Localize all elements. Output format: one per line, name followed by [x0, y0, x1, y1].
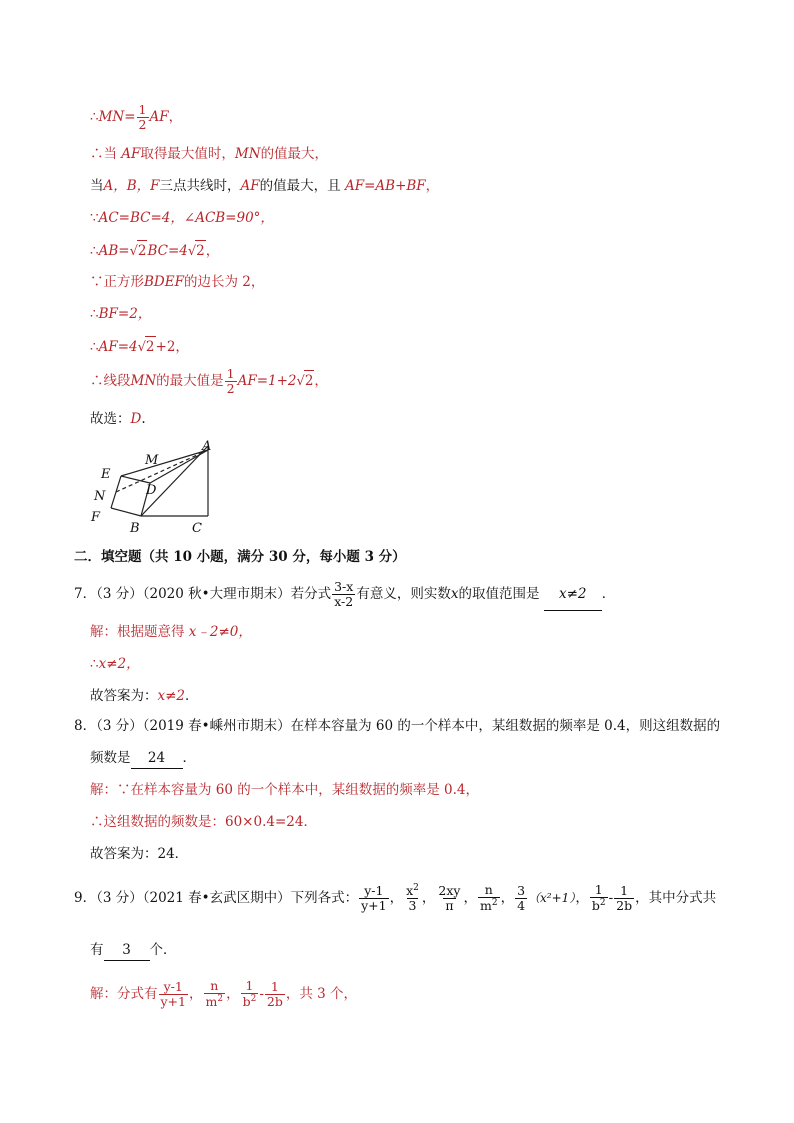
- punct: ，: [168, 109, 183, 125]
- text: 故答案为：: [90, 688, 158, 704]
- frac-den: 3: [408, 898, 417, 914]
- q9-line-2: [90, 940, 177, 961]
- solution-line-5: [90, 240, 219, 262]
- punct: ．: [185, 688, 199, 704]
- condition: AC=BC=4，∠ACB=90°，: [98, 210, 274, 226]
- frac-den: b: [242, 994, 251, 1010]
- text: AB=: [98, 243, 130, 259]
- frac-den: b: [591, 898, 600, 914]
- fraction-5: [515, 885, 527, 912]
- frac-den: y+1: [361, 897, 387, 913]
- minus: -: [608, 890, 614, 906]
- solution-line-6: [90, 272, 264, 292]
- q8-solution-2: ∴这组数据的频数是：60×0.4=24．: [90, 814, 317, 830]
- punct: ，: [425, 178, 440, 194]
- fraction-6: [241, 980, 259, 1008]
- text: 的最大值是: [156, 373, 224, 389]
- text: ∵正方形: [90, 274, 144, 290]
- score: （3 分）: [96, 586, 143, 602]
- q8-line-1: [74, 716, 720, 736]
- text: AF=4: [98, 339, 138, 355]
- label-e: E: [101, 467, 111, 482]
- therefore-symbol: ∴: [90, 339, 99, 355]
- label-c: C: [192, 521, 202, 536]
- label-n: N: [94, 489, 106, 504]
- solution-line-2: [90, 144, 328, 164]
- q8-solution-1: 解：∵在样本容量为 60 的一个样本中，某组数据的频率是 0.4，: [90, 782, 480, 798]
- text: ，其中分式共: [635, 890, 717, 906]
- frac-den: 2b: [616, 897, 633, 913]
- segment-fb: [111, 508, 141, 516]
- source: （2019 春•嵊州市期末）: [142, 718, 291, 734]
- solution-line-1: [90, 104, 182, 131]
- q8-solution-3: 故答案为：24．: [90, 846, 189, 862]
- text: 三点共线时，: [159, 178, 241, 194]
- frac-num: y-1: [364, 883, 384, 898]
- text: ，共 3 个，: [285, 986, 358, 1002]
- solution-line-10: [90, 409, 146, 429]
- punct: ，: [226, 986, 240, 1002]
- question-number: 8．: [74, 718, 97, 734]
- segment-da: [150, 450, 208, 483]
- text: 的取值范围是: [458, 586, 540, 602]
- frac-num: 3-x: [334, 579, 354, 594]
- sqrt-sign: √: [296, 374, 305, 389]
- fraction-7: [265, 981, 285, 1008]
- text: x≠2，: [98, 656, 140, 672]
- text: ∴线段: [90, 373, 131, 389]
- question-number: 9．: [74, 890, 97, 906]
- answer-blank: x≠2: [544, 578, 602, 611]
- frac-den: 2: [226, 380, 235, 396]
- punct: ，: [314, 373, 328, 389]
- frac-num: 1: [270, 979, 279, 994]
- solution-line-4: [90, 208, 274, 228]
- label-a: A: [202, 439, 212, 454]
- frac-num: n: [484, 882, 493, 898]
- frac-den: m: [479, 898, 492, 914]
- text: 的值最大，: [260, 146, 329, 162]
- punct: .: [141, 411, 146, 427]
- fraction-1: [359, 885, 389, 912]
- punct: ，: [205, 243, 220, 259]
- answer: x≠2: [157, 688, 186, 704]
- exponent: 2: [217, 993, 224, 1004]
- frac-den: 2: [138, 116, 147, 132]
- fraction-half: [225, 368, 237, 395]
- fraction: [332, 581, 355, 608]
- text: BF=2，: [98, 306, 152, 322]
- solution-line-9: [90, 368, 328, 395]
- fraction-6: [590, 884, 608, 912]
- question-number: 7．: [74, 586, 97, 602]
- var-af: AF: [240, 178, 260, 194]
- eq: =: [124, 109, 136, 125]
- var-mn: MN: [98, 109, 125, 125]
- fraction-4: [478, 884, 500, 912]
- punct: ．: [182, 750, 196, 766]
- therefore-symbol: ∴: [90, 109, 99, 125]
- solution-line-7: [90, 304, 151, 324]
- answer-blank: 3: [104, 940, 150, 961]
- frac-den: x-2: [334, 593, 354, 609]
- fraction-3: [436, 885, 462, 912]
- answer: D: [130, 411, 142, 427]
- frac-num: y-1: [163, 979, 183, 994]
- text: 解：根据题意得: [90, 624, 185, 640]
- q7-solution-2: [90, 654, 140, 674]
- var-mn: MN: [234, 146, 261, 162]
- source: （2021 春•玄武区期中）: [142, 890, 291, 906]
- text: AF=1+2: [237, 373, 297, 389]
- frac-num: 1: [620, 883, 629, 898]
- text: x﹣2≠0，: [188, 624, 252, 640]
- text: 取得最大值时，: [140, 146, 235, 162]
- frac-num: n: [210, 978, 219, 994]
- solution-line-8: [90, 336, 189, 358]
- fraction-1: [159, 981, 189, 1008]
- var-mn: MN: [130, 373, 157, 389]
- text: （x²+1）: [528, 891, 576, 905]
- answer-blank: 24: [131, 748, 183, 769]
- text: 个．: [149, 942, 177, 958]
- var-af: AF: [121, 146, 141, 162]
- text: 有: [90, 942, 104, 958]
- sqrt-sign: √: [137, 340, 146, 355]
- frac-den: y+1: [160, 993, 186, 1009]
- score: （3 分）: [96, 890, 143, 906]
- text: 若分式: [290, 586, 332, 602]
- q7-line: [74, 578, 615, 611]
- q7-solution-1: [90, 622, 252, 642]
- source: （2020 秋•大理市期末）: [142, 586, 291, 602]
- punct: ，: [575, 890, 589, 906]
- square-name: BDEF: [144, 274, 184, 290]
- minus: -: [259, 986, 264, 1002]
- frac-num: 1: [138, 102, 147, 117]
- segment-nm-dashed: [116, 450, 208, 492]
- frac-den: 2b: [266, 993, 283, 1009]
- sqrt-value: 2: [195, 240, 206, 261]
- exponent: 2: [491, 897, 498, 908]
- q9-solution: [90, 974, 357, 1014]
- sqrt-value: 2: [145, 336, 156, 357]
- text: 解：分式有: [90, 986, 158, 1002]
- text: 下列各式：: [290, 890, 359, 906]
- frac-den: π: [445, 897, 454, 913]
- segment-ea: [121, 450, 208, 476]
- sqrt-value: 2: [304, 370, 315, 391]
- sqrt-value: 2: [137, 240, 148, 261]
- equation: AF=AB+BF: [344, 178, 426, 194]
- punct: ，: [500, 890, 515, 906]
- frac-num: 1: [594, 882, 603, 898]
- q9-line-1: [74, 878, 716, 918]
- label-b: B: [130, 521, 140, 536]
- because-symbol: ∵: [90, 210, 99, 226]
- text: 有意义，则实数: [356, 586, 451, 602]
- frac-num: 1: [245, 978, 254, 994]
- var-x: x: [450, 586, 459, 602]
- therefore-symbol: ∴: [90, 656, 99, 672]
- punct: ，: [463, 890, 477, 906]
- label-m: M: [145, 453, 159, 468]
- therefore-symbol: ∴: [90, 306, 99, 322]
- text: +2，: [155, 339, 189, 355]
- sqrt-sign: √: [129, 244, 138, 259]
- text: 在样本容量为 60 的一个样本中，某组数据的频率是 0.4，则这组数据的: [290, 718, 721, 734]
- frac-num: 3: [517, 883, 526, 898]
- segment-ed: [121, 476, 150, 483]
- var-af: AF: [149, 109, 169, 125]
- solution-line-3: [90, 176, 439, 196]
- text: BC=4: [147, 243, 188, 259]
- score: （3 分）: [96, 718, 143, 734]
- fraction-7: [614, 885, 634, 912]
- text: 故选：: [90, 411, 131, 427]
- frac-num: x: [406, 883, 414, 899]
- punct: ，: [189, 986, 203, 1002]
- label-d: D: [146, 483, 157, 498]
- exponent: 2: [599, 897, 606, 908]
- text: 的值最大，且: [259, 178, 341, 194]
- therefore-symbol: ∴: [90, 243, 99, 259]
- punct: ，: [389, 890, 404, 906]
- frac-num: 1: [226, 366, 235, 381]
- frac-den: 4: [517, 897, 526, 913]
- q7-solution-3: [90, 686, 199, 706]
- text: ∴当: [90, 146, 117, 162]
- exponent: 2: [413, 883, 419, 894]
- label-f: F: [91, 510, 101, 525]
- q8-line-2: [90, 748, 196, 769]
- frac-den: m: [205, 994, 218, 1010]
- fraction-4: [204, 980, 226, 1008]
- fraction-half: [137, 104, 149, 131]
- fraction-2: [404, 884, 421, 912]
- text: 当: [90, 178, 104, 194]
- sqrt-sign: √: [187, 244, 197, 259]
- points: A，B，F: [103, 178, 160, 194]
- text: 的边长为 2，: [183, 274, 265, 290]
- geometry-figure: [86, 436, 226, 538]
- exponent: 2: [250, 993, 257, 1004]
- frac-num: 2xy: [438, 883, 461, 898]
- punct: ．: [601, 586, 616, 602]
- text: 频数是: [90, 750, 131, 766]
- section-title: 二．填空题（共 10 小题，满分 30 分，每小题 3 分）: [74, 549, 406, 565]
- punct: ，: [421, 890, 436, 906]
